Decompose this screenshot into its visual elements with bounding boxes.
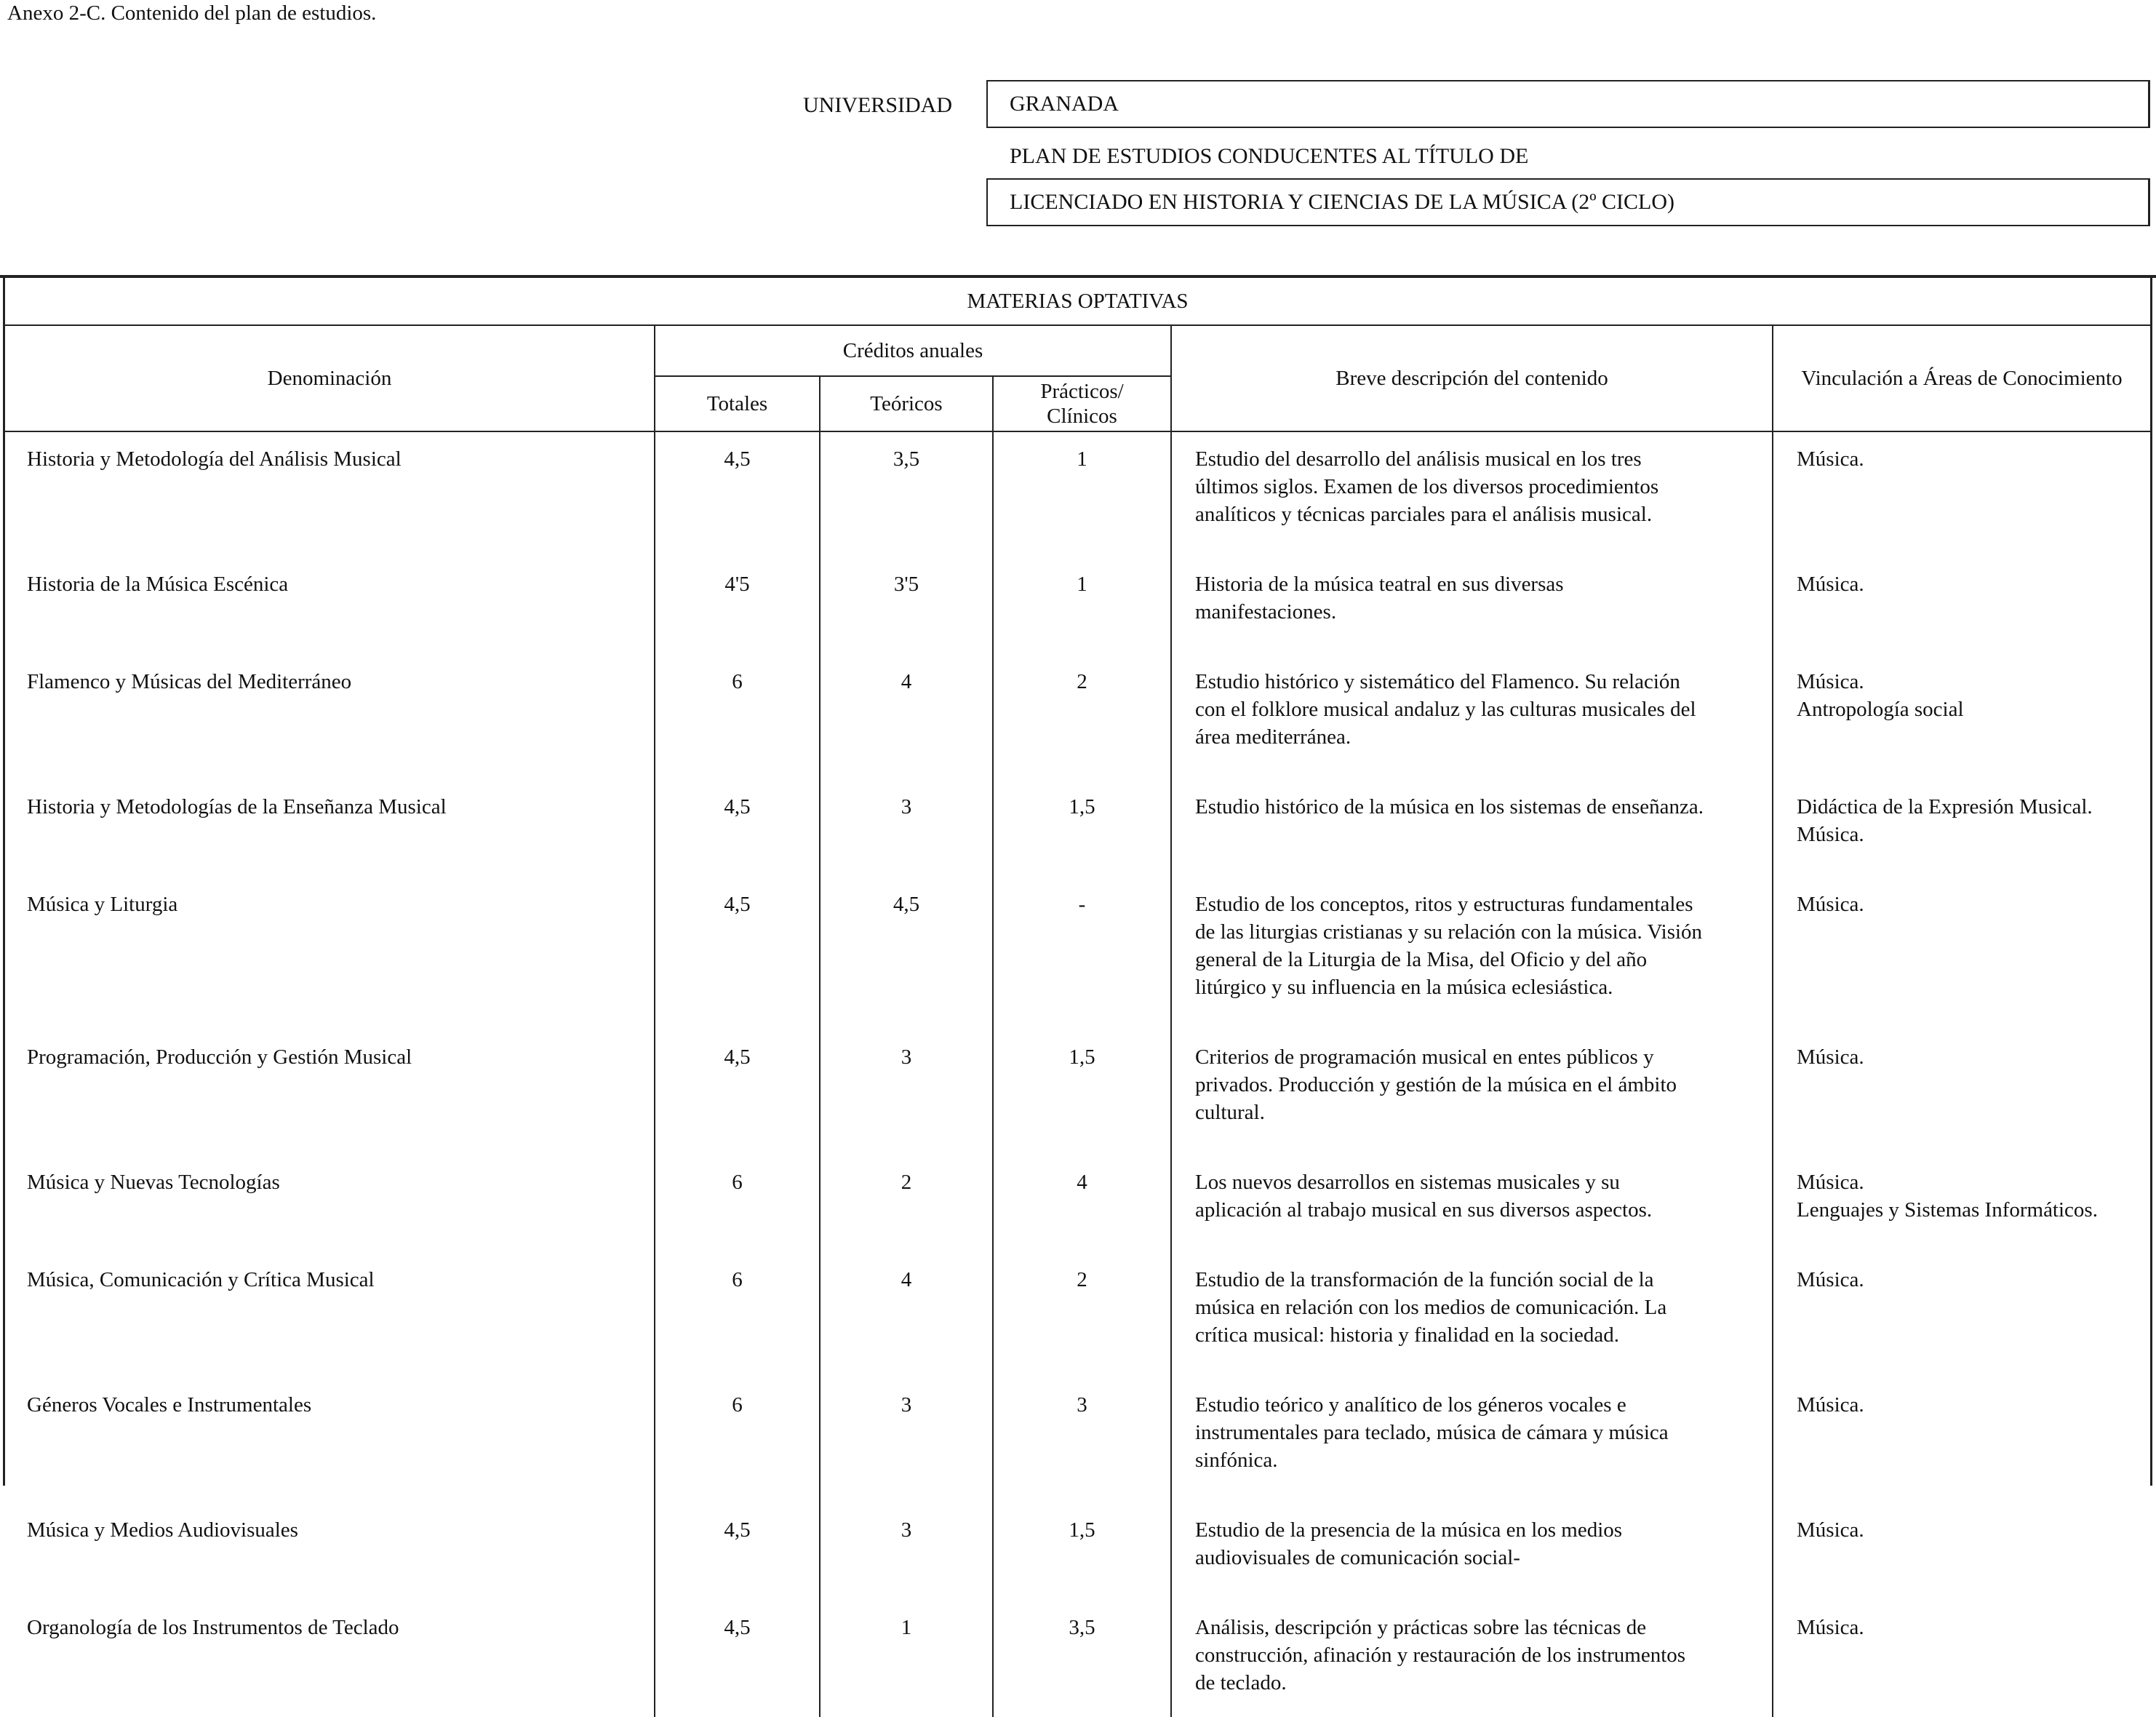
credits-teoricos: 2 — [820, 1147, 993, 1244]
course-description — [1171, 646, 1773, 771]
degree-field: LICENCIADO EN HISTORIA Y CIENCIAS DE LA MÚSICA (2º CICLO) — [986, 178, 2150, 226]
course-description — [1171, 1369, 1773, 1494]
knowledge-areas — [1773, 1494, 2150, 1592]
credits-practicos: 2 — [993, 1244, 1171, 1369]
course-name: Historia y Metodologías de la Enseñanza Musical — [5, 771, 655, 869]
description-line: Historia de la música teatral en sus diversas — [1195, 573, 1564, 596]
description-line: área mediterránea. — [1195, 725, 1352, 749]
credits-practicos: - — [993, 869, 1171, 1021]
course-name: Música, Comunicación y Crítica Musical — [5, 1244, 655, 1369]
course-description — [1171, 869, 1773, 1021]
credits-practicos: 3,5 — [993, 1592, 1171, 1717]
table-row — [5, 646, 2150, 771]
description-line: cultural. — [1195, 1101, 1265, 1124]
col-teoricos: Teóricos — [820, 376, 993, 431]
credits-totales: 4,5 — [655, 1494, 820, 1592]
credits-teoricos: 3 — [820, 771, 993, 869]
course-name: Organología de los Instrumentos de Teclado — [5, 1592, 655, 1717]
plan-line: PLAN DE ESTUDIOS CONDUCENTES AL TÍTULO DE — [1010, 144, 1529, 168]
table-row — [5, 1244, 2150, 1369]
course-description — [1171, 431, 1773, 549]
knowledge-areas — [1773, 1592, 2150, 1717]
credits-totales: 6 — [655, 1369, 820, 1494]
credits-totales: 4'5 — [655, 549, 820, 646]
credits-practicos: 1 — [993, 431, 1171, 549]
description-line: música en relación con los medios de comunicación. La — [1195, 1296, 1667, 1319]
table-row — [5, 1592, 2150, 1717]
table-row — [5, 869, 2150, 1021]
credits-practicos: 3 — [993, 1369, 1171, 1494]
knowledge-area: Didáctica de la Expresión Musical. — [1797, 795, 2093, 818]
credits-teoricos: 1 — [820, 1592, 993, 1717]
credits-practicos: 2 — [993, 646, 1171, 771]
knowledge-area: Música. — [1797, 893, 1864, 916]
description-line: construcción, afinación y restauración de los instrumentos — [1195, 1644, 1686, 1667]
course-name: Historia y Metodología del Análisis Musical — [5, 431, 655, 549]
credits-teoricos: 4,5 — [820, 869, 993, 1021]
description-line: audiovisuales de comunicación social- — [1195, 1546, 1520, 1569]
description-line: Estudio del desarrollo del análisis musical en los tres — [1195, 447, 1642, 471]
credits-totales: 4,5 — [655, 1592, 820, 1717]
knowledge-area: Música. — [1797, 1393, 1864, 1417]
table-row — [5, 1021, 2150, 1147]
course-description — [1171, 549, 1773, 646]
description-line: Estudio teórico y analítico de los géneros vocales e — [1195, 1393, 1626, 1417]
table-body — [5, 431, 2150, 1717]
credits-teoricos: 4 — [820, 646, 993, 771]
annex-heading: Anexo 2-C. Contenido del plan de estudios. — [7, 1, 377, 25]
knowledge-areas — [1773, 1244, 2150, 1369]
knowledge-areas — [1773, 771, 2150, 869]
description-line: con el folklore musical andaluz y las culturas musicales del — [1195, 698, 1696, 721]
knowledge-areas — [1773, 1147, 2150, 1244]
knowledge-areas — [1773, 431, 2150, 549]
credits-totales: 6 — [655, 646, 820, 771]
course-name: Música y Nuevas Tecnologías — [5, 1147, 655, 1244]
courses-table — [5, 278, 2150, 1717]
col-totales: Totales — [655, 376, 820, 431]
course-name: Géneros Vocales e Instrumentales — [5, 1369, 655, 1494]
university-label: UNIVERSIDAD — [803, 93, 952, 117]
knowledge-areas — [1773, 549, 2150, 646]
description-line: crítica musical: historia y finalidad en la sociedad. — [1195, 1323, 1620, 1347]
course-description — [1171, 1592, 1773, 1717]
description-line: últimos siglos. Examen de los diversos procedimientos — [1195, 475, 1659, 498]
table-row — [5, 431, 2150, 549]
course-description — [1171, 1244, 1773, 1369]
table-row — [5, 1147, 2150, 1244]
description-line: Estudio de la transformación de la función social de la — [1195, 1268, 1654, 1291]
description-line: Estudio de la presencia de la música en los medios — [1195, 1518, 1623, 1542]
credits-teoricos: 3,5 — [820, 431, 993, 549]
description-line: Estudio histórico de la música en los sistemas de enseñanza. — [1195, 795, 1704, 818]
col-creditos: Créditos anuales — [655, 325, 1171, 376]
description-line: general de la Liturgia de la Misa, del Oficio y del año — [1195, 948, 1648, 971]
course-name: Flamenco y Músicas del Mediterráneo — [5, 646, 655, 771]
courses-table-frame — [3, 278, 2152, 1694]
credits-teoricos: 3'5 — [820, 549, 993, 646]
credits-totales: 4,5 — [655, 771, 820, 869]
credits-practicos: 1,5 — [993, 1021, 1171, 1147]
credits-practicos: 4 — [993, 1147, 1171, 1244]
description-line: de las liturgias cristianas y su relación con la música. Visión — [1195, 920, 1703, 944]
col-practicos — [993, 376, 1171, 431]
course-description — [1171, 1021, 1773, 1147]
knowledge-area: Música. — [1797, 447, 1864, 471]
university-field: GRANADA — [986, 80, 2150, 128]
description-line: litúrgico y su influencia en la música eclesiástica. — [1195, 976, 1613, 999]
course-name: Programación, Producción y Gestión Musical — [5, 1021, 655, 1147]
col-descripcion: Breve descripción del contenido — [1171, 325, 1773, 431]
table-row — [5, 771, 2150, 869]
knowledge-areas — [1773, 1021, 2150, 1147]
table-title: MATERIAS OPTATIVAS — [5, 278, 2150, 325]
col-vinculacion: Vinculación a Áreas de Conocimiento — [1773, 325, 2150, 431]
credits-teoricos: 3 — [820, 1494, 993, 1592]
description-line: Criterios de programación musical en entes públicos y — [1195, 1045, 1654, 1069]
knowledge-area: Lenguajes y Sistemas Informáticos. — [1797, 1198, 2098, 1222]
course-name: Música y Medios Audiovisuales — [5, 1494, 655, 1592]
credits-practicos: 1,5 — [993, 1494, 1171, 1592]
col-practicos-line2: Clínicos — [1047, 405, 1117, 428]
knowledge-area: Música. — [1797, 1518, 1864, 1542]
col-practicos-line1: Prácticos/ — [1040, 380, 1124, 403]
description-line: Estudio de los conceptos, ritos y estructuras fundamentales — [1195, 893, 1693, 916]
course-name: Música y Liturgia — [5, 869, 655, 1021]
credits-totales: 6 — [655, 1147, 820, 1244]
description-line: Análisis, descripción y prácticas sobre las técnicas de — [1195, 1616, 1647, 1639]
knowledge-area: Antropología social — [1797, 698, 1964, 721]
description-line: manifestaciones. — [1195, 600, 1337, 624]
knowledge-areas — [1773, 646, 2150, 771]
knowledge-area: Música. — [1797, 823, 1864, 846]
description-line: analíticos y técnicas parciales para el análisis musical. — [1195, 503, 1653, 526]
knowledge-area: Música. — [1797, 1268, 1864, 1291]
knowledge-area: Música. — [1797, 1616, 1864, 1639]
credits-practicos: 1,5 — [993, 771, 1171, 869]
description-line: instrumentales para teclado, música de cámara y música — [1195, 1421, 1669, 1444]
description-line: de teclado. — [1195, 1671, 1287, 1694]
col-denominacion: Denominación — [5, 325, 655, 431]
table-row — [5, 1494, 2150, 1592]
knowledge-area: Música. — [1797, 1045, 1864, 1069]
course-description — [1171, 1147, 1773, 1244]
credits-teoricos: 3 — [820, 1021, 993, 1147]
description-line: Estudio histórico y sistemático del Flamenco. Su relación — [1195, 670, 1680, 693]
credits-teoricos: 4 — [820, 1244, 993, 1369]
description-line: aplicación al trabajo musical en sus diversos aspectos. — [1195, 1198, 1653, 1222]
credits-totales: 4,5 — [655, 1021, 820, 1147]
credits-practicos: 1 — [993, 549, 1171, 646]
credits-totales: 4,5 — [655, 869, 820, 1021]
knowledge-areas — [1773, 1369, 2150, 1494]
description-line: sinfónica. — [1195, 1449, 1278, 1472]
table-row — [5, 549, 2150, 646]
knowledge-areas — [1773, 869, 2150, 1021]
knowledge-area: Música. — [1797, 573, 1864, 596]
description-line: privados. Producción y gestión de la música en el ámbito — [1195, 1073, 1677, 1096]
knowledge-area: Música. — [1797, 670, 1864, 693]
credits-totales: 4,5 — [655, 431, 820, 549]
table-row — [5, 1369, 2150, 1494]
course-name: Historia de la Música Escénica — [5, 549, 655, 646]
credits-totales: 6 — [655, 1244, 820, 1369]
knowledge-area: Música. — [1797, 1171, 1864, 1194]
course-description — [1171, 1494, 1773, 1592]
description-line: Los nuevos desarrollos en sistemas musicales y su — [1195, 1171, 1620, 1194]
credits-teoricos: 3 — [820, 1369, 993, 1494]
course-description — [1171, 771, 1773, 869]
